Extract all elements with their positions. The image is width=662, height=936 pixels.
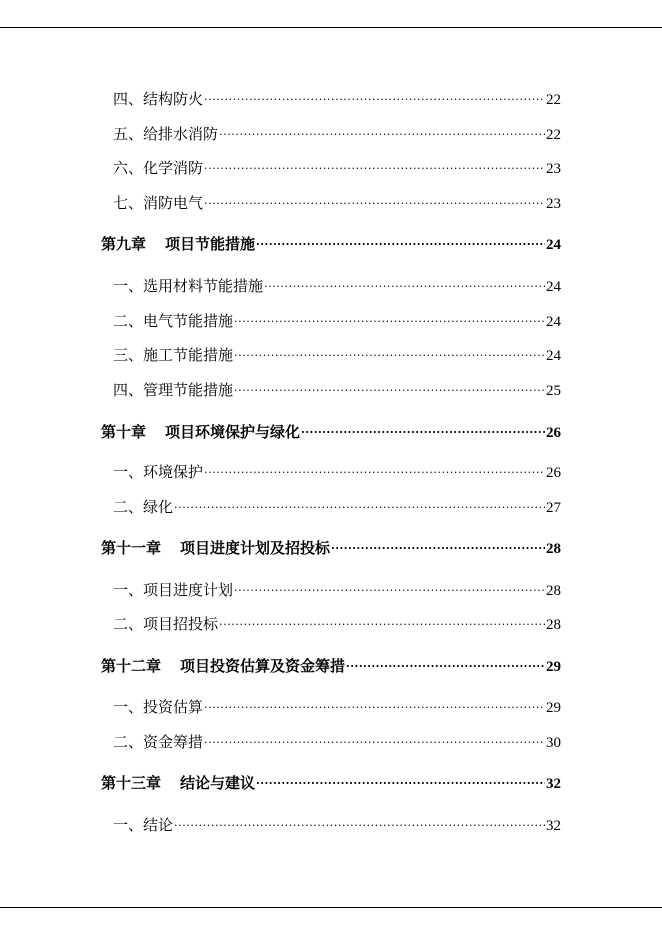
chapter-title: 项目环境保护与绿化 — [165, 423, 301, 441]
toc-entry-structural-fire-prevention[interactable] — [113, 88, 561, 109]
toc-entry-bidding[interactable] — [113, 613, 561, 634]
toc-entry-label: 六、化学消防 — [113, 159, 204, 177]
dot-leader — [174, 815, 545, 830]
toc-entry-conclusion[interactable] — [113, 814, 561, 835]
dot-leader — [204, 193, 545, 208]
toc-entry-page: 29 — [546, 700, 561, 716]
dot-leader — [346, 656, 545, 671]
toc-entry-page: 22 — [546, 127, 561, 143]
chapter-title: 项目投资估算及资金筹措 — [180, 657, 346, 675]
dot-leader — [331, 538, 545, 553]
toc-entry-electrical-energy-saving[interactable] — [113, 310, 561, 331]
toc-entry-environmental-protection[interactable] — [113, 461, 561, 482]
toc-entry-label: 二、项目招投标 — [113, 615, 219, 633]
toc-chapter-12[interactable] — [101, 655, 561, 676]
dot-leader — [219, 124, 545, 139]
toc-entry-page: 26 — [546, 465, 561, 481]
toc-entry-material-energy-saving[interactable] — [113, 275, 561, 296]
toc-entry-chemical-fire-fighting[interactable] — [113, 157, 561, 178]
toc-entry-page: 26 — [546, 425, 561, 441]
toc-entry-page: 28 — [546, 617, 561, 633]
toc-entry-label: 四、管理节能措施 — [113, 381, 234, 399]
toc-entry-page: 28 — [546, 583, 561, 599]
toc-entry-page: 24 — [546, 314, 561, 330]
toc-entry-label: 一、结论 — [113, 816, 174, 834]
toc-entry-label: 五、给排水消防 — [113, 125, 219, 143]
chapter-number: 第十一章 — [101, 539, 162, 557]
toc-entry-label: 三、施工节能措施 — [113, 346, 234, 364]
dot-leader — [234, 311, 545, 326]
dot-leader — [264, 276, 545, 291]
toc-entry-page: 23 — [546, 161, 561, 177]
toc-entry-investment-estimate[interactable] — [113, 696, 561, 717]
dot-leader — [204, 462, 545, 477]
chapter-number: 第十二章 — [101, 657, 162, 675]
dot-leader — [204, 89, 545, 104]
toc-entry-page: 32 — [546, 776, 561, 792]
toc-entry-label: 一、投资估算 — [113, 698, 204, 716]
toc-entry-page: 22 — [546, 92, 561, 108]
toc-entry-page: 25 — [546, 383, 561, 399]
dot-leader — [234, 380, 545, 395]
toc-entry-page: 27 — [546, 500, 561, 516]
dot-leader — [219, 614, 545, 629]
footer-rule — [0, 907, 662, 908]
toc-entry-page: 30 — [546, 735, 561, 751]
toc-chapter-11[interactable] — [101, 537, 561, 558]
toc-entry-fire-electrical[interactable] — [113, 192, 561, 213]
toc-entry-label: 一、选用材料节能措施 — [113, 277, 264, 295]
toc-entry-label: 二、绿化 — [113, 498, 174, 516]
toc-entry-page: 29 — [546, 659, 561, 675]
dot-leader — [256, 234, 545, 249]
dot-leader — [234, 580, 545, 595]
toc-entry-water-fire-fighting[interactable] — [113, 123, 561, 144]
toc-entry-label: 四、结构防火 — [113, 90, 204, 108]
chapter-title: 结论与建议 — [180, 774, 256, 792]
toc-entry-label: 二、资金筹措 — [113, 733, 204, 751]
toc-entry-greening[interactable] — [113, 496, 561, 517]
dot-leader — [301, 422, 545, 437]
dot-leader — [256, 773, 545, 788]
chapter-title: 项目进度计划及招投标 — [180, 539, 331, 557]
toc-entry-page: 24 — [546, 237, 561, 253]
toc-entry-construction-energy-saving[interactable] — [113, 344, 561, 365]
toc-entry-label: 二、电气节能措施 — [113, 312, 234, 330]
toc-entry-page: 23 — [546, 196, 561, 212]
toc-entry-schedule-plan[interactable] — [113, 579, 561, 600]
chapter-number: 第十章 — [101, 423, 147, 441]
toc-chapter-9[interactable] — [101, 233, 561, 254]
dot-leader — [204, 697, 545, 712]
toc-entry-fund-raising[interactable] — [113, 731, 561, 752]
dot-leader — [204, 732, 545, 747]
chapter-number: 第十三章 — [101, 774, 162, 792]
toc-entry-label: 一、环境保护 — [113, 463, 204, 481]
toc-chapter-10[interactable] — [101, 421, 561, 442]
dot-leader — [234, 345, 545, 360]
dot-leader — [204, 158, 545, 173]
toc-entry-page: 24 — [546, 348, 561, 364]
chapter-title: 项目节能措施 — [165, 235, 256, 253]
toc-entry-label: 一、项目进度计划 — [113, 581, 234, 599]
toc-entry-label: 七、消防电气 — [113, 194, 204, 212]
dot-leader — [174, 497, 545, 512]
toc-entry-page: 24 — [546, 279, 561, 295]
chapter-number: 第九章 — [101, 235, 147, 253]
toc-entry-page: 28 — [546, 541, 561, 557]
toc-chapter-13[interactable] — [101, 772, 561, 793]
toc-entry-management-energy-saving[interactable] — [113, 379, 561, 400]
toc-entry-page: 32 — [546, 818, 561, 834]
